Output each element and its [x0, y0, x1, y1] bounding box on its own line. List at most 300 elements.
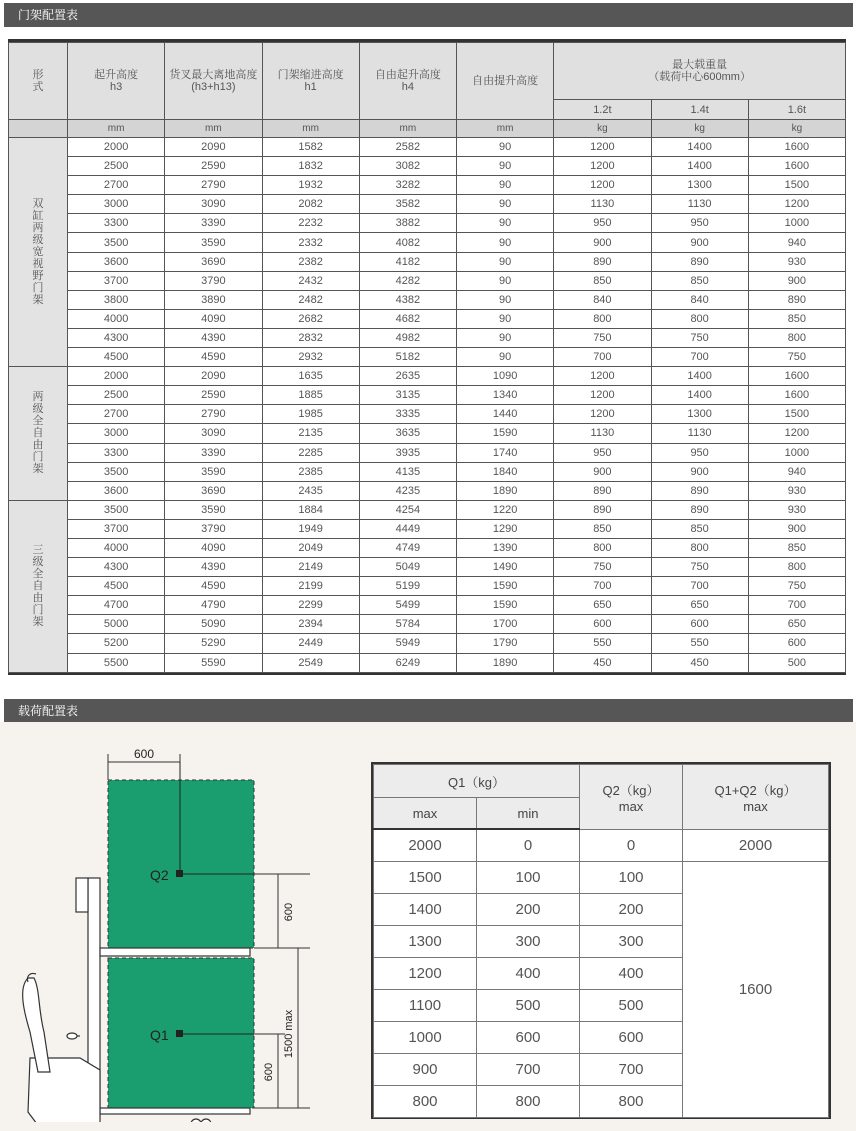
header-load-2: 1.4t [651, 100, 748, 120]
table-cell: 2199 [262, 577, 359, 596]
q1-min-cell: 400 [477, 958, 580, 990]
table-cell: 890 [554, 252, 651, 271]
table-cell: 650 [554, 596, 651, 615]
table-row [9, 577, 846, 596]
q1-marker [176, 1030, 183, 1037]
table-cell: 3135 [359, 386, 456, 405]
table-cell: 3635 [359, 424, 456, 443]
q2-max-cell: 400 [580, 958, 683, 990]
table-cell: 1390 [457, 538, 554, 557]
header-lift-height: 起升高度 h3 [68, 43, 165, 120]
load-config-section [0, 722, 856, 1131]
table-cell: 5500 [68, 653, 165, 672]
table-cell: 450 [651, 653, 748, 672]
unit-cell: mm [68, 120, 165, 138]
table-row [9, 157, 846, 176]
table-cell: 1600 [748, 367, 845, 386]
table-cell: 1200 [554, 405, 651, 424]
table-row [9, 195, 846, 214]
table-cell: 840 [651, 290, 748, 309]
table-cell: 900 [651, 462, 748, 481]
unit-cell: kg [748, 120, 845, 138]
table-cell: 3690 [165, 481, 262, 500]
label-q2: Q2 [150, 867, 169, 883]
table-row [9, 328, 846, 347]
table-cell: 3500 [68, 233, 165, 252]
table-cell: 5784 [359, 615, 456, 634]
table-cell: 950 [554, 214, 651, 233]
table-cell: 1400 [651, 386, 748, 405]
table-cell: 750 [651, 558, 748, 577]
header-fork-max-height: 货叉最大离地高度 (h3+h13) [165, 43, 262, 120]
table-cell: 2790 [165, 176, 262, 195]
table-cell: 2332 [262, 233, 359, 252]
table-cell: 4700 [68, 596, 165, 615]
table-cell: 3590 [165, 500, 262, 519]
table-cell: 500 [748, 653, 845, 672]
table-cell: 4254 [359, 500, 456, 519]
header-load-3: 1.6t [748, 100, 845, 120]
table-cell: 1340 [457, 386, 554, 405]
unit-cell: mm [262, 120, 359, 138]
table-cell: 890 [651, 252, 748, 271]
table-cell: 2700 [68, 405, 165, 424]
table-cell: 3000 [68, 424, 165, 443]
table-cell: 1000 [748, 443, 845, 462]
table-cell: 5200 [68, 634, 165, 653]
header-max-load: 最大载重量 （载荷中心600mm） [554, 43, 846, 100]
table-cell: 2285 [262, 443, 359, 462]
table-row [374, 862, 829, 894]
table-cell: 1200 [554, 367, 651, 386]
table-cell: 4390 [165, 328, 262, 347]
table-cell: 1890 [457, 653, 554, 672]
table-cell: 1130 [651, 195, 748, 214]
table-row [9, 558, 846, 577]
q1-max-cell: 1100 [374, 990, 477, 1022]
table-cell: 1884 [262, 500, 359, 519]
table-cell: 800 [554, 309, 651, 328]
table-cell: 1635 [262, 367, 359, 386]
header-q1-max: max [374, 798, 477, 830]
table-cell: 4300 [68, 558, 165, 577]
table-cell: 2500 [68, 386, 165, 405]
table-cell: 3590 [165, 462, 262, 481]
table-cell: 90 [457, 252, 554, 271]
q2-max-cell: 700 [580, 1054, 683, 1086]
table-cell: 90 [457, 214, 554, 233]
table-cell: 890 [651, 500, 748, 519]
table-row [374, 829, 829, 862]
table-row [9, 462, 846, 481]
table-cell: 890 [554, 481, 651, 500]
table-cell: 1932 [262, 176, 359, 195]
table-cell: 850 [651, 271, 748, 290]
table-cell: 900 [748, 519, 845, 538]
table-cell: 3890 [165, 290, 262, 309]
header-free-lift: 自由提升高度 [457, 43, 554, 120]
table-cell: 4282 [359, 271, 456, 290]
table-cell: 700 [748, 596, 845, 615]
table-cell: 900 [554, 462, 651, 481]
table-row [9, 290, 846, 309]
table-cell: 2635 [359, 367, 456, 386]
table-cell: 3500 [68, 500, 165, 519]
table-cell: 2682 [262, 309, 359, 328]
table-cell: 2082 [262, 195, 359, 214]
table-cell: 1200 [554, 176, 651, 195]
q1q2-merged-cell: 1600 [683, 862, 829, 1118]
q1-min-cell: 600 [477, 1022, 580, 1054]
table-cell: 4000 [68, 309, 165, 328]
table-cell: 3690 [165, 252, 262, 271]
mast-type-label: 两级全自由门架 [32, 391, 44, 476]
table-cell: 4682 [359, 309, 456, 328]
table-cell: 3590 [165, 233, 262, 252]
table-cell: 3700 [68, 519, 165, 538]
table-cell: 2932 [262, 348, 359, 367]
table-cell: 4382 [359, 290, 456, 309]
table-cell: 750 [748, 577, 845, 596]
table-row [9, 424, 846, 443]
table-cell: 3335 [359, 405, 456, 424]
table-cell: 1290 [457, 519, 554, 538]
mast-section-title: 门架配置表 [4, 3, 853, 27]
table-row [9, 538, 846, 557]
table-cell: 3282 [359, 176, 456, 195]
table-cell: 2500 [68, 157, 165, 176]
table-cell: 6249 [359, 653, 456, 672]
table-row [9, 271, 846, 290]
table-cell: 2832 [262, 328, 359, 347]
q1-min-cell: 500 [477, 990, 580, 1022]
table-cell: 2149 [262, 558, 359, 577]
table-cell: 5590 [165, 653, 262, 672]
table-cell: 850 [554, 271, 651, 290]
table-cell: 5000 [68, 615, 165, 634]
table-cell: 750 [651, 328, 748, 347]
mast-type-cell [9, 138, 68, 367]
table-cell: 890 [554, 500, 651, 519]
table-cell: 4182 [359, 252, 456, 271]
table-cell: 2449 [262, 634, 359, 653]
table-cell: 3082 [359, 157, 456, 176]
load-table [371, 762, 831, 1119]
table-cell: 650 [748, 615, 845, 634]
table-cell: 3790 [165, 271, 262, 290]
table-cell: 1200 [748, 424, 845, 443]
table-cell: 1400 [651, 367, 748, 386]
table-cell: 1840 [457, 462, 554, 481]
table-cell: 550 [554, 634, 651, 653]
q1-min-cell: 200 [477, 894, 580, 926]
table-cell: 2590 [165, 157, 262, 176]
q1-max-cell: 1500 [374, 862, 477, 894]
table-cell: 5199 [359, 577, 456, 596]
table-row [9, 443, 846, 462]
table-row [9, 386, 846, 405]
table-cell: 950 [554, 443, 651, 462]
dim-600-upper: 600 [283, 902, 295, 922]
q1-max-cell: 2000 [374, 829, 477, 862]
table-cell: 2299 [262, 596, 359, 615]
table-row [9, 519, 846, 538]
table-cell: 900 [651, 233, 748, 252]
table-cell: 4590 [165, 348, 262, 367]
table-cell: 1832 [262, 157, 359, 176]
table-cell: 2432 [262, 271, 359, 290]
q1-max-cell: 1000 [374, 1022, 477, 1054]
table-cell: 1130 [651, 424, 748, 443]
table-row [9, 615, 846, 634]
table-cell: 1500 [748, 405, 845, 424]
table-row [9, 653, 846, 672]
table-cell: 90 [457, 138, 554, 157]
table-cell: 4749 [359, 538, 456, 557]
q1q2-max-cell: 2000 [683, 829, 829, 862]
table-cell: 5499 [359, 596, 456, 615]
table-cell: 4390 [165, 558, 262, 577]
table-cell: 2135 [262, 424, 359, 443]
table-cell: 2549 [262, 653, 359, 672]
table-cell: 3000 [68, 195, 165, 214]
table-cell: 930 [748, 481, 845, 500]
table-cell: 1885 [262, 386, 359, 405]
table-cell: 650 [651, 596, 748, 615]
table-cell: 2790 [165, 405, 262, 424]
table-cell: 2435 [262, 481, 359, 500]
table-cell: 3790 [165, 519, 262, 538]
table-cell: 890 [748, 290, 845, 309]
unit-cell: mm [165, 120, 262, 138]
table-cell: 5182 [359, 348, 456, 367]
unit-cell: mm [359, 120, 456, 138]
label-q1: Q1 [150, 1027, 169, 1043]
mast-type-cell [9, 500, 68, 672]
header-q1q2 [683, 765, 829, 830]
mast-config-table [8, 39, 846, 675]
table-cell: 1600 [748, 386, 845, 405]
load-section-title: 载荷配置表 [4, 699, 853, 723]
table-cell: 1740 [457, 443, 554, 462]
table-cell: 1590 [457, 424, 554, 443]
table-row [9, 214, 846, 233]
table-cell: 940 [748, 462, 845, 481]
table-cell: 1200 [748, 195, 845, 214]
table-cell: 2090 [165, 138, 262, 157]
table-cell: 800 [651, 309, 748, 328]
q1-min-cell: 0 [477, 829, 580, 862]
table-cell: 850 [651, 519, 748, 538]
header-q2 [580, 765, 683, 830]
q1-min-cell: 300 [477, 926, 580, 958]
table-cell: 3600 [68, 252, 165, 271]
table-cell: 4090 [165, 538, 262, 557]
table-cell: 2394 [262, 615, 359, 634]
table-cell: 940 [748, 233, 845, 252]
q2-max-cell: 500 [580, 990, 683, 1022]
table-cell: 1200 [554, 157, 651, 176]
q1-max-cell: 1300 [374, 926, 477, 958]
table-cell: 3390 [165, 214, 262, 233]
table-cell: 5949 [359, 634, 456, 653]
table-cell: 3090 [165, 195, 262, 214]
table-cell: 1790 [457, 634, 554, 653]
table-cell: 1130 [554, 195, 651, 214]
q1-min-cell: 800 [477, 1086, 580, 1118]
table-cell: 750 [554, 328, 651, 347]
table-cell: 600 [748, 634, 845, 653]
table-cell: 3800 [68, 290, 165, 309]
table-row [9, 252, 846, 271]
dim-1500-max: 1500 max [283, 1009, 295, 1059]
table-cell: 1590 [457, 596, 554, 615]
table-cell: 3300 [68, 214, 165, 233]
q1-max-cell: 1200 [374, 958, 477, 990]
table-cell: 2700 [68, 176, 165, 195]
table-cell: 1300 [651, 176, 748, 195]
header-form: 形 式 [9, 43, 68, 120]
table-cell: 950 [651, 214, 748, 233]
table-cell: 800 [748, 558, 845, 577]
table-cell: 1220 [457, 500, 554, 519]
table-cell: 1200 [554, 386, 651, 405]
units-spacer [9, 120, 68, 138]
table-row [9, 309, 846, 328]
table-cell: 1600 [748, 157, 845, 176]
table-cell: 850 [748, 538, 845, 557]
table-cell: 1090 [457, 367, 554, 386]
table-cell: 4790 [165, 596, 262, 615]
mast-type-label: 三级全自由门架 [32, 544, 44, 629]
table-cell: 3300 [68, 443, 165, 462]
table-cell: 3390 [165, 443, 262, 462]
table-cell: 1130 [554, 424, 651, 443]
table-cell: 90 [457, 233, 554, 252]
table-cell: 450 [554, 653, 651, 672]
table-cell: 90 [457, 328, 554, 347]
table-cell: 1985 [262, 405, 359, 424]
table-cell: 840 [554, 290, 651, 309]
mast-type-label: 双缸两级宽视野门架 [32, 198, 44, 307]
table-cell: 600 [651, 615, 748, 634]
table-cell: 4235 [359, 481, 456, 500]
table-cell: 90 [457, 176, 554, 195]
table-cell: 1400 [651, 138, 748, 157]
table-cell: 1490 [457, 558, 554, 577]
table-cell: 5090 [165, 615, 262, 634]
table-cell: 4000 [68, 538, 165, 557]
table-cell: 5049 [359, 558, 456, 577]
table-cell: 1890 [457, 481, 554, 500]
table-cell: 4500 [68, 348, 165, 367]
table-cell: 2000 [68, 138, 165, 157]
table-cell: 2385 [262, 462, 359, 481]
table-cell: 800 [554, 538, 651, 557]
header-q1q2-label: Q1+Q2（kg） [714, 782, 797, 798]
header-q1: Q1（kg） [374, 765, 580, 798]
table-cell: 90 [457, 348, 554, 367]
table-cell: 4590 [165, 577, 262, 596]
table-cell: 2232 [262, 214, 359, 233]
table-cell: 90 [457, 271, 554, 290]
table-cell: 900 [554, 233, 651, 252]
mast-type-cell [9, 367, 68, 501]
header-q1-min: min [477, 798, 580, 830]
table-cell: 550 [651, 634, 748, 653]
table-cell: 4500 [68, 577, 165, 596]
q1-max-cell: 800 [374, 1086, 477, 1118]
table-cell: 1440 [457, 405, 554, 424]
q2-max-cell: 0 [580, 829, 683, 862]
table-row [9, 138, 846, 157]
table-cell: 800 [651, 538, 748, 557]
table-cell: 700 [554, 577, 651, 596]
table-cell: 3500 [68, 462, 165, 481]
table-cell: 5290 [165, 634, 262, 653]
table-cell: 2482 [262, 290, 359, 309]
table-cell: 3935 [359, 443, 456, 462]
table-cell: 800 [748, 328, 845, 347]
table-cell: 850 [554, 519, 651, 538]
table-cell: 2049 [262, 538, 359, 557]
table-row [9, 348, 846, 367]
unit-cell: mm [457, 120, 554, 138]
table-cell: 4090 [165, 309, 262, 328]
q1-max-cell: 1400 [374, 894, 477, 926]
q1-max-cell: 900 [374, 1054, 477, 1086]
header-q2-label: Q2（kg） [602, 782, 660, 798]
table-cell: 1400 [651, 157, 748, 176]
load-diagram [10, 742, 340, 1122]
unit-cell: kg [651, 120, 748, 138]
q2-marker [176, 870, 183, 877]
table-row [9, 233, 846, 252]
q2-max-cell: 800 [580, 1086, 683, 1118]
table-cell: 750 [748, 348, 845, 367]
table-cell: 1000 [748, 214, 845, 233]
table-cell: 900 [748, 271, 845, 290]
table-row [9, 634, 846, 653]
table-cell: 890 [651, 481, 748, 500]
table-cell: 3582 [359, 195, 456, 214]
dim-600-lower: 600 [263, 1062, 275, 1082]
q2-max-cell: 100 [580, 862, 683, 894]
q2-max-cell: 200 [580, 894, 683, 926]
table-row [9, 405, 846, 424]
table-cell: 700 [651, 577, 748, 596]
q1-min-cell: 100 [477, 862, 580, 894]
header-q1q2-max: max [743, 798, 768, 814]
table-cell: 4982 [359, 328, 456, 347]
table-row [9, 596, 846, 615]
table-row [9, 481, 846, 500]
table-cell: 700 [554, 348, 651, 367]
table-cell: 4449 [359, 519, 456, 538]
q1-min-cell: 700 [477, 1054, 580, 1086]
header-free-lift-height: 自由起升高度 h4 [359, 43, 456, 120]
table-cell: 3700 [68, 271, 165, 290]
header-q2-max: max [618, 798, 644, 814]
table-cell: 600 [554, 615, 651, 634]
table-cell: 1600 [748, 138, 845, 157]
table-cell: 4300 [68, 328, 165, 347]
table-cell: 2382 [262, 252, 359, 271]
table-cell: 3090 [165, 424, 262, 443]
table-cell: 700 [651, 348, 748, 367]
upper-load-box [108, 780, 254, 948]
table-cell: 930 [748, 500, 845, 519]
